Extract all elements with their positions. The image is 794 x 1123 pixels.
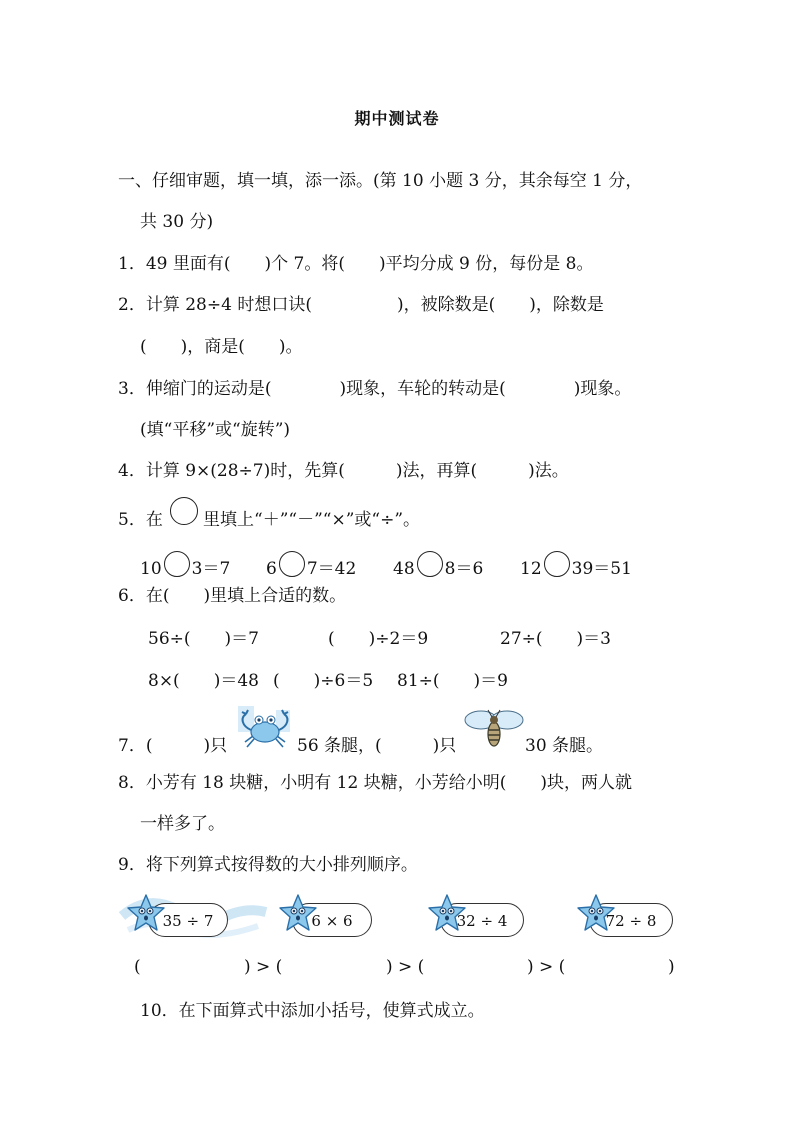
question-3-line1: 3．伸缩门的运动是( )现象，车轮的转动是( )现象。 bbox=[118, 379, 632, 399]
order-bracket: ) > ( bbox=[244, 957, 283, 977]
section-heading-cont: 共 30 分) bbox=[140, 212, 214, 232]
q6-item: 81÷( )＝9 bbox=[397, 671, 508, 691]
question-7-part1: 7．( )只 bbox=[118, 736, 228, 756]
order-bracket: ) > ( bbox=[527, 957, 566, 977]
order-bracket: ) > ( bbox=[386, 957, 425, 977]
operator-circle-stem bbox=[170, 497, 198, 525]
operator-circle[interactable] bbox=[417, 551, 443, 577]
operator-circle[interactable] bbox=[164, 551, 190, 577]
q6-item: 8×( )＝48 bbox=[148, 671, 259, 691]
question-1: 1．49 里面有( )个 7。将( )平均分成 9 份，每份是 8。 bbox=[118, 254, 594, 274]
question-2-line2: ( )，商是( )。 bbox=[140, 337, 303, 357]
expr-left: 10 bbox=[140, 559, 162, 579]
question-5-suffix: 里填上“＋”“－”“×”或“÷”。 bbox=[203, 510, 421, 530]
star-icon bbox=[278, 893, 318, 933]
expr-right: 3＝7 bbox=[191, 559, 231, 579]
question-8-line1: 8．小芳有 18 块糖，小明有 12 块糖，小芳给小明( )块，两人就 bbox=[118, 773, 632, 793]
star-icon bbox=[427, 893, 467, 933]
question-7-part3: 30 条腿。 bbox=[525, 736, 604, 756]
question-5-prefix: 5．在 bbox=[118, 510, 163, 530]
order-bracket: ( bbox=[134, 957, 141, 977]
expression-card: 72 ÷ 8 bbox=[589, 903, 673, 937]
question-10: 10．在下面算式中添加小括号，使算式成立。 bbox=[140, 1001, 485, 1021]
q6-item: ( )÷6＝5 bbox=[273, 671, 374, 691]
bee-icon bbox=[463, 708, 525, 750]
star-icon bbox=[576, 893, 616, 933]
operator-circle[interactable] bbox=[544, 551, 570, 577]
star-icon bbox=[126, 893, 166, 933]
question-4: 4．计算 9×(28÷7)时，先算( )法，再算( )法。 bbox=[118, 461, 569, 481]
operator-circle[interactable] bbox=[279, 551, 305, 577]
page-title: 期中测试卷 bbox=[354, 109, 440, 128]
q6-item: 56÷( )＝7 bbox=[148, 629, 259, 649]
question-7-part2: 56 条腿，( )只 bbox=[297, 736, 457, 756]
expr-right: 39＝51 bbox=[571, 559, 632, 579]
order-bracket: ) bbox=[668, 957, 675, 977]
question-3-line2: (填“平移”或“旋转”) bbox=[140, 420, 291, 440]
q6-item: ( )÷2＝9 bbox=[328, 629, 429, 649]
expression-card: 6 × 6 bbox=[292, 903, 372, 937]
q5-expr-4 bbox=[520, 551, 632, 580]
question-9: 9．将下列算式按得数的大小排列顺序。 bbox=[118, 855, 418, 875]
expr-left: 48 bbox=[393, 559, 415, 579]
expression-card: 32 ÷ 4 bbox=[440, 903, 524, 937]
section-heading: 一、仔细审题，填一填，添一添。(第 10 小题 3 分，其余每空 1 分， bbox=[118, 171, 643, 191]
question-8-line2: 一样多了。 bbox=[140, 814, 225, 834]
question-6: 6．在( )里填上合适的数。 bbox=[118, 586, 347, 606]
question-2-line1: 2．计算 28÷4 时想口诀( )，被除数是( )，除数是 bbox=[118, 295, 604, 315]
expr-left: 6 bbox=[266, 559, 277, 579]
crab-icon bbox=[234, 704, 296, 750]
expr-right: 8＝6 bbox=[444, 559, 484, 579]
q5-expr-1 bbox=[140, 551, 230, 580]
expr-right: 7＝42 bbox=[306, 559, 357, 579]
q6-item: 27÷( )＝3 bbox=[500, 629, 611, 649]
q5-expr-3 bbox=[393, 551, 483, 580]
expr-left: 12 bbox=[520, 559, 542, 579]
expression-card: 35 ÷ 7 bbox=[148, 903, 228, 937]
q5-expr-2 bbox=[266, 551, 356, 580]
